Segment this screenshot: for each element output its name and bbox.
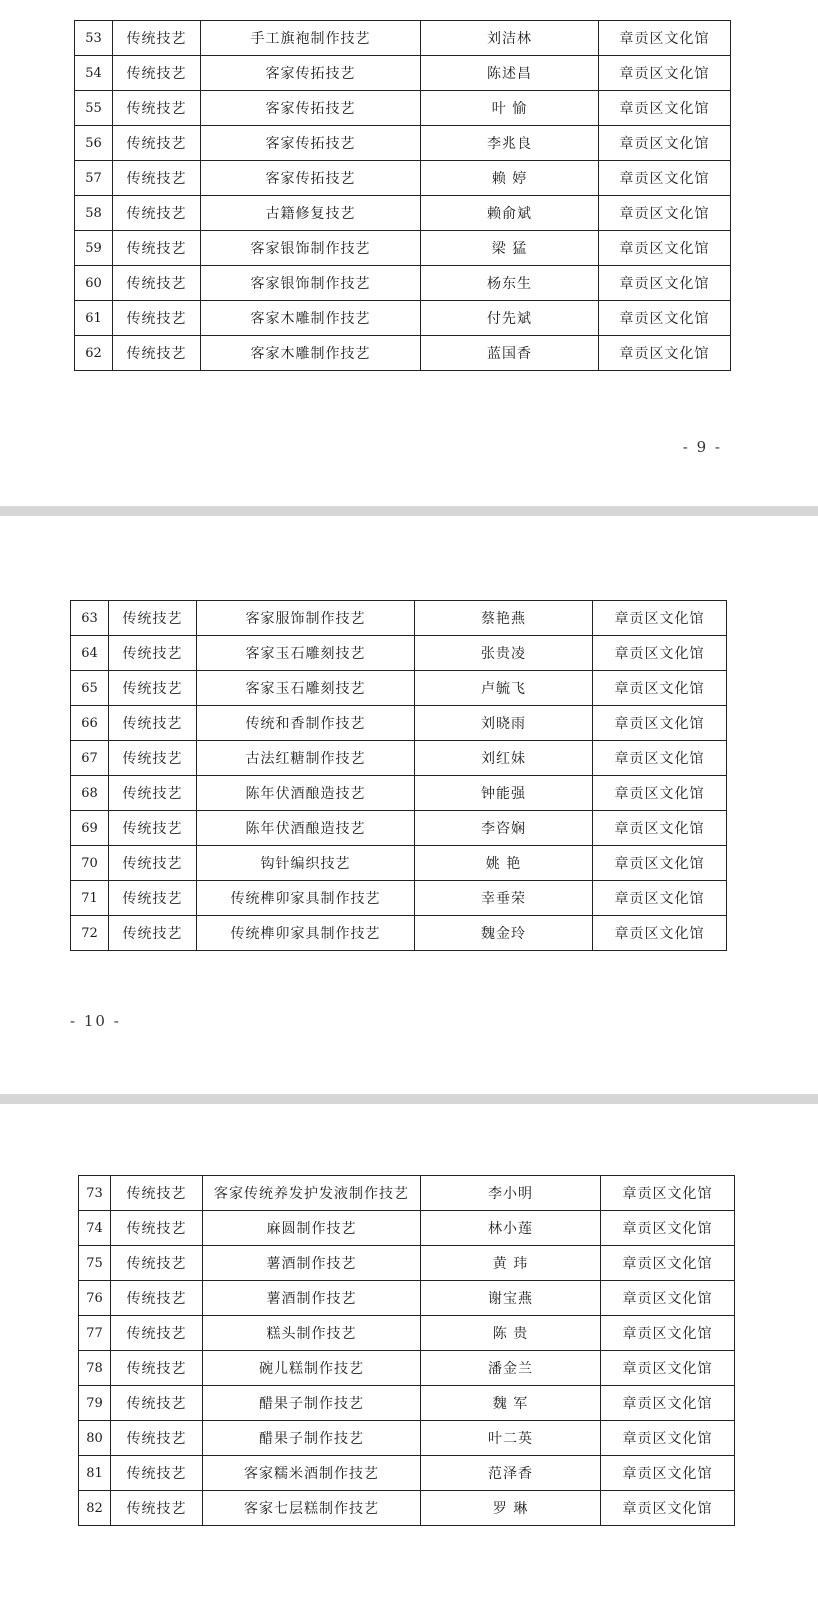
project-cell: 客家玉石雕刻技艺 [197,671,415,706]
protection-unit-cell: 章贡区文化馆 [593,671,727,706]
category-cell: 传统技艺 [113,336,201,371]
project-cell: 薯酒制作技艺 [203,1281,421,1316]
inheritor-name-cell: 叶二英 [421,1421,601,1456]
project-cell: 传统和香制作技艺 [197,706,415,741]
protection-unit-cell: 章贡区文化馆 [601,1316,735,1351]
table-row [75,301,731,336]
protection-unit-cell: 章贡区文化馆 [601,1351,735,1386]
inheritor-table [74,20,731,371]
table-row [71,776,727,811]
inheritor-name-cell: 蓝国香 [421,336,599,371]
table-row [79,1211,735,1246]
category-cell: 传统技艺 [109,671,197,706]
table-row [79,1176,735,1211]
row-number: 77 [79,1316,111,1351]
row-number: 74 [79,1211,111,1246]
project-cell: 古法红糖制作技艺 [197,741,415,776]
inheritor-name-cell: 李咨娴 [415,811,593,846]
category-cell: 传统技艺 [109,636,197,671]
inheritor-name-cell: 林小莲 [421,1211,601,1246]
row-number: 68 [71,776,109,811]
protection-unit-cell: 章贡区文化馆 [599,266,731,301]
inheritor-table [78,1175,735,1526]
inheritor-name-cell: 刘红妹 [415,741,593,776]
table-row [75,161,731,196]
project-cell: 碗儿糕制作技艺 [203,1351,421,1386]
project-cell: 钩针编织技艺 [197,846,415,881]
table-row [71,811,727,846]
inheritor-name-cell: 谢宝燕 [421,1281,601,1316]
inheritor-name-cell: 陈述昌 [421,56,599,91]
inheritor-name-cell: 梁 猛 [421,231,599,266]
category-cell: 传统技艺 [111,1176,203,1211]
row-number: 56 [75,126,113,161]
project-cell: 客家传拓技艺 [201,91,421,126]
row-number: 76 [79,1281,111,1316]
document-page-10 [0,516,818,1094]
category-cell: 传统技艺 [109,741,197,776]
protection-unit-cell: 章贡区文化馆 [599,336,731,371]
table-row [75,21,731,56]
category-cell: 传统技艺 [111,1281,203,1316]
table-row [75,56,731,91]
project-cell: 古籍修复技艺 [201,196,421,231]
row-number: 55 [75,91,113,126]
project-cell: 薯酒制作技艺 [203,1246,421,1281]
protection-unit-cell: 章贡区文化馆 [593,706,727,741]
protection-unit-cell: 章贡区文化馆 [601,1176,735,1211]
category-cell: 传统技艺 [109,881,197,916]
table-row [79,1456,735,1491]
row-number: 59 [75,231,113,266]
inheritor-name-cell: 黄 玮 [421,1246,601,1281]
protection-unit-cell: 章贡区文化馆 [599,196,731,231]
protection-unit-cell: 章贡区文化馆 [601,1211,735,1246]
project-cell: 客家七层糕制作技艺 [203,1491,421,1526]
project-cell: 客家传拓技艺 [201,126,421,161]
category-cell: 传统技艺 [113,126,201,161]
protection-unit-cell: 章贡区文化馆 [601,1281,735,1316]
project-cell: 客家玉石雕刻技艺 [197,636,415,671]
table-row [71,706,727,741]
table-row [71,671,727,706]
protection-unit-cell: 章贡区文化馆 [593,881,727,916]
inheritor-name-cell: 赖俞斌 [421,196,599,231]
category-cell: 传统技艺 [113,196,201,231]
row-number: 63 [71,601,109,636]
project-cell: 客家木雕制作技艺 [201,301,421,336]
inheritor-name-cell: 李兆良 [421,126,599,161]
row-number: 70 [71,846,109,881]
inheritor-name-cell: 杨东生 [421,266,599,301]
inheritor-name-cell: 范泽香 [421,1456,601,1491]
category-cell: 传统技艺 [109,811,197,846]
table-row [79,1386,735,1421]
inheritor-name-cell: 姚 艳 [415,846,593,881]
table-row [71,636,727,671]
category-cell: 传统技艺 [109,706,197,741]
protection-unit-cell: 章贡区文化馆 [599,56,731,91]
row-number: 60 [75,266,113,301]
project-cell: 客家传拓技艺 [201,56,421,91]
category-cell: 传统技艺 [113,91,201,126]
row-number: 72 [71,916,109,951]
row-number: 82 [79,1491,111,1526]
row-number: 73 [79,1176,111,1211]
protection-unit-cell: 章贡区文化馆 [593,741,727,776]
project-cell: 客家传拓技艺 [201,161,421,196]
inheritor-name-cell: 钟能强 [415,776,593,811]
project-cell: 传统榫卯家具制作技艺 [197,916,415,951]
protection-unit-cell: 章贡区文化馆 [593,916,727,951]
category-cell: 传统技艺 [113,266,201,301]
inheritor-name-cell: 付先斌 [421,301,599,336]
category-cell: 传统技艺 [111,1491,203,1526]
table-row [75,231,731,266]
project-cell: 醋果子制作技艺 [203,1386,421,1421]
protection-unit-cell: 章贡区文化馆 [593,636,727,671]
category-cell: 传统技艺 [109,916,197,951]
project-cell: 客家银饰制作技艺 [201,231,421,266]
protection-unit-cell: 章贡区文化馆 [601,1386,735,1421]
project-cell: 醋果子制作技艺 [203,1421,421,1456]
table-row [79,1246,735,1281]
document-page-9 [0,0,818,506]
table-row [75,336,731,371]
inheritor-name-cell: 罗 琳 [421,1491,601,1526]
category-cell: 传统技艺 [109,601,197,636]
project-cell: 麻圆制作技艺 [203,1211,421,1246]
protection-unit-cell: 章贡区文化馆 [593,846,727,881]
project-cell: 客家银饰制作技艺 [201,266,421,301]
project-cell: 陈年伏酒酿造技艺 [197,776,415,811]
protection-unit-cell: 章贡区文化馆 [601,1456,735,1491]
project-cell: 客家传统养发护发液制作技艺 [203,1176,421,1211]
row-number: 80 [79,1421,111,1456]
page-number: - 10 - [70,1012,121,1030]
protection-unit-cell: 章贡区文化馆 [601,1491,735,1526]
inheritor-name-cell: 魏金玲 [415,916,593,951]
row-number: 58 [75,196,113,231]
inheritor-name-cell: 卢毓飞 [415,671,593,706]
category-cell: 传统技艺 [111,1316,203,1351]
row-number: 61 [75,301,113,336]
inheritor-name-cell: 幸垂荣 [415,881,593,916]
row-number: 54 [75,56,113,91]
row-number: 67 [71,741,109,776]
protection-unit-cell: 章贡区文化馆 [593,811,727,846]
inheritor-table [70,600,727,951]
category-cell: 传统技艺 [111,1386,203,1421]
category-cell: 传统技艺 [113,301,201,336]
category-cell: 传统技艺 [111,1421,203,1456]
protection-unit-cell: 章贡区文化馆 [601,1246,735,1281]
protection-unit-cell: 章贡区文化馆 [599,126,731,161]
category-cell: 传统技艺 [113,161,201,196]
row-number: 81 [79,1456,111,1491]
table-row [75,126,731,161]
category-cell: 传统技艺 [111,1211,203,1246]
row-number: 71 [71,881,109,916]
table-row [79,1281,735,1316]
category-cell: 传统技艺 [113,56,201,91]
inheritor-name-cell: 刘晓雨 [415,706,593,741]
project-cell: 陈年伏酒酿造技艺 [197,811,415,846]
category-cell: 传统技艺 [111,1246,203,1281]
inheritor-name-cell: 张贵凌 [415,636,593,671]
table-row [79,1491,735,1526]
protection-unit-cell: 章贡区文化馆 [601,1421,735,1456]
table-row [71,601,727,636]
protection-unit-cell: 章贡区文化馆 [599,21,731,56]
project-cell: 客家糯米酒制作技艺 [203,1456,421,1491]
table-row [71,881,727,916]
row-number: 66 [71,706,109,741]
row-number: 75 [79,1246,111,1281]
table-row [75,266,731,301]
row-number: 65 [71,671,109,706]
table-row [79,1421,735,1456]
inheritor-name-cell: 叶 愉 [421,91,599,126]
category-cell: 传统技艺 [111,1351,203,1386]
project-cell: 客家服饰制作技艺 [197,601,415,636]
table-row [71,916,727,951]
project-cell: 手工旗袍制作技艺 [201,21,421,56]
table-row [71,846,727,881]
inheritor-name-cell: 潘金兰 [421,1351,601,1386]
table-row [79,1351,735,1386]
row-number: 57 [75,161,113,196]
protection-unit-cell: 章贡区文化馆 [593,776,727,811]
row-number: 62 [75,336,113,371]
table-row [75,91,731,126]
inheritor-name-cell: 李小明 [421,1176,601,1211]
inheritor-name-cell: 刘洁林 [421,21,599,56]
row-number: 69 [71,811,109,846]
category-cell: 传统技艺 [111,1456,203,1491]
row-number: 79 [79,1386,111,1421]
category-cell: 传统技艺 [109,776,197,811]
protection-unit-cell: 章贡区文化馆 [599,161,731,196]
project-cell: 传统榫卯家具制作技艺 [197,881,415,916]
protection-unit-cell: 章贡区文化馆 [599,91,731,126]
row-number: 64 [71,636,109,671]
project-cell: 客家木雕制作技艺 [201,336,421,371]
inheritor-name-cell: 魏 军 [421,1386,601,1421]
protection-unit-cell: 章贡区文化馆 [599,301,731,336]
category-cell: 传统技艺 [109,846,197,881]
category-cell: 传统技艺 [113,21,201,56]
row-number: 53 [75,21,113,56]
table-row [75,196,731,231]
inheritor-name-cell: 赖 婷 [421,161,599,196]
inheritor-name-cell: 蔡艳燕 [415,601,593,636]
document-page-11 [0,1104,818,1600]
protection-unit-cell: 章贡区文化馆 [599,231,731,266]
project-cell: 糕头制作技艺 [203,1316,421,1351]
inheritor-name-cell: 陈 贵 [421,1316,601,1351]
row-number: 78 [79,1351,111,1386]
protection-unit-cell: 章贡区文化馆 [593,601,727,636]
table-row [79,1316,735,1351]
category-cell: 传统技艺 [113,231,201,266]
table-row [71,741,727,776]
page-number: - 9 - [682,438,722,456]
